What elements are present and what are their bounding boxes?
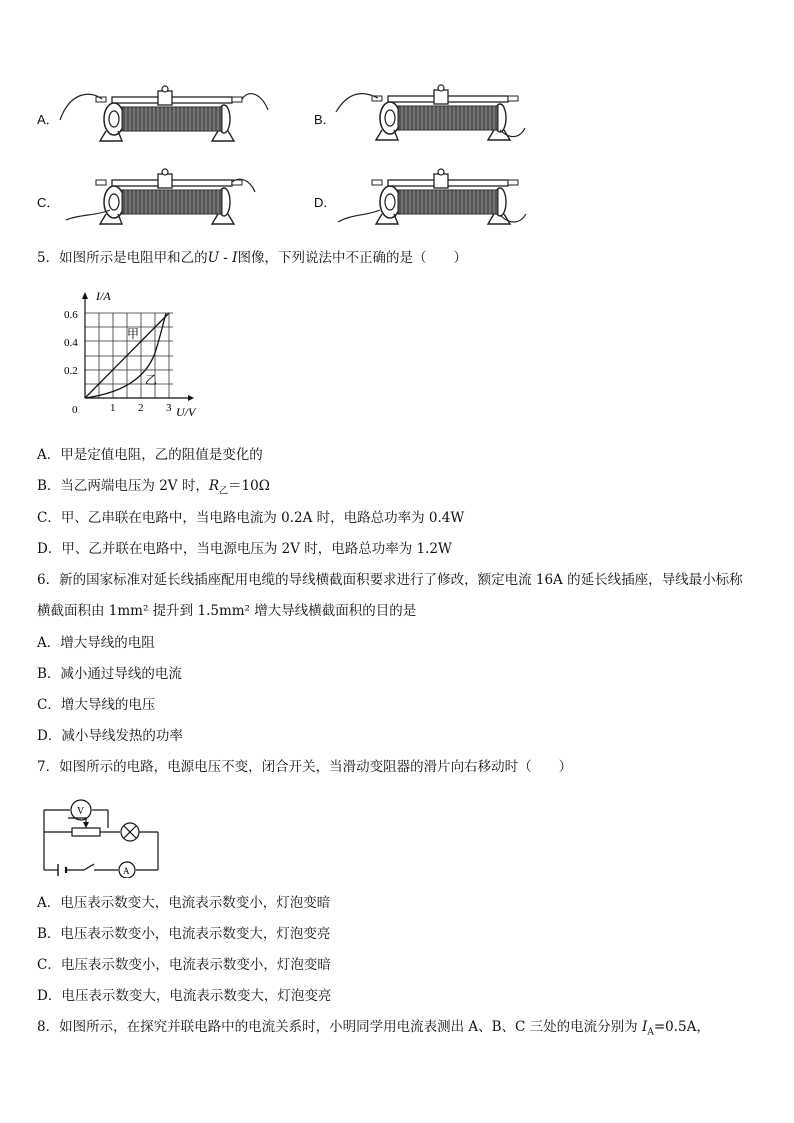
- q4-option-a-label: A．: [37, 112, 59, 127]
- q4-rheostat-d: [372, 169, 518, 224]
- q4-option-d-label: D．: [314, 195, 337, 210]
- q7-voltmeter-label: V: [77, 806, 85, 817]
- q5-stem-prefix: 5．如图所示是电阻甲和乙的: [37, 250, 208, 266]
- q5-y-axis-arrow: [82, 292, 88, 299]
- q7-option-a: A．电压表示数变大，电流表示数变小，灯泡变暗: [37, 895, 331, 911]
- q4-wire-d2: [500, 214, 526, 222]
- q5-option-c: C．甲、乙串联在电路中，当电路电流为 0.2A 时，电路总功率为 0.4W: [37, 510, 465, 526]
- q5-option-b-r: R: [208, 478, 220, 494]
- q5-curve-jia-label: 甲: [127, 327, 140, 341]
- q5-option-b-text: B．当乙两端电压为 2V 时，: [37, 478, 209, 494]
- q7-slider-arrowhead: [83, 822, 89, 828]
- q5-option-b-value: ＝10Ω: [228, 478, 270, 494]
- q4-wire-d1: [338, 210, 380, 222]
- q5-x-tick-2: 2: [138, 402, 144, 414]
- q4-rheostat-a: [96, 86, 242, 141]
- q5-stem-ui: U - I: [207, 250, 238, 266]
- q7-switch: [84, 864, 94, 870]
- q4-rheostat-figures: [0, 0, 794, 240]
- q5-option-d: D．甲、乙并联在电路中，当电源电压为 2V 时，电路总功率为 1.2W: [37, 541, 452, 557]
- q5-y-tick-0.2: 0.2: [64, 365, 78, 377]
- q6-option-c: C．增大导线的电压: [37, 697, 156, 713]
- q5-stem-suffix: 图像，下列说法中不正确的是（ ）: [237, 250, 467, 266]
- q5-stem: [37, 249, 467, 267]
- q5-y-tick-0.4: 0.4: [64, 337, 78, 349]
- q6-option-a: A．增大导线的电阻: [37, 635, 155, 651]
- q7-rheostat: [72, 828, 100, 836]
- q8-stem-suffix: =0.5A，: [653, 1019, 710, 1035]
- q5-x-axis-label: U/V: [176, 405, 196, 419]
- q4-rheostat-b: [372, 85, 518, 140]
- q4-option-c-label: C．: [37, 195, 60, 210]
- q7-stem: 7．如图所示的电路，电源电压不变，闭合开关，当滑动变阻器的滑片向右移动时（ ）: [37, 759, 573, 775]
- q6-option-b: B．减小通过导线的电流: [37, 666, 182, 682]
- q7-ammeter-label: A: [123, 866, 130, 876]
- q4-rheostat-c: [96, 169, 242, 224]
- q5-y-tick-0.6: 0.6: [64, 309, 78, 321]
- q5-x-axis-arrow: [188, 395, 194, 401]
- q5-x-tick-3: 3: [166, 402, 172, 414]
- q5-option-b-sub: 乙: [219, 486, 229, 497]
- q5-x-tick-1: 1: [110, 402, 116, 414]
- q5-option-b: [37, 477, 270, 501]
- q6-option-d: D．减小导线发热的功率: [37, 728, 183, 744]
- q8-stem: [37, 1018, 710, 1042]
- q5-option-a: A．甲是定值电阻，乙的阻值是变化的: [37, 447, 263, 463]
- q7-option-b: B．电压表示数变小，电流表示数变大，灯泡变亮: [37, 926, 331, 942]
- q5-origin-label: 0: [72, 404, 78, 416]
- q5-y-axis-label: I/A: [96, 289, 111, 303]
- q6-stem-line1: 6．新的国家标准对延长线插座配用电缆的导线横截面积要求进行了修改，额定电流 16A 的延长线插座，导线最小标称: [37, 572, 743, 588]
- q5-ui-graph: [60, 285, 210, 420]
- q7-option-d: D．电压表示数变大，电流表示数变大，灯泡变亮: [37, 988, 332, 1004]
- q7-option-c: C．电压表示数变小，电流表示数变小，灯泡变暗: [37, 957, 331, 973]
- q4-wire-a2: [242, 94, 268, 110]
- q8-stem-var: I: [641, 1019, 648, 1035]
- q4-option-b-label: B．: [314, 112, 336, 127]
- q5-curve-yi-label: 乙: [145, 373, 158, 387]
- q8-stem-sub: A: [647, 1027, 654, 1038]
- q8-stem-prefix: 8．如图所示，在探究并联电路中的电流关系时，小明同学用电流表测出 A、B、C 三处的电流分别为: [37, 1019, 642, 1035]
- q6-stem-line2: 横截面积由 1mm² 提升到 1.5mm² 增大导线横截面积的目的是: [37, 603, 417, 619]
- q7-circuit-diagram: [40, 788, 170, 878]
